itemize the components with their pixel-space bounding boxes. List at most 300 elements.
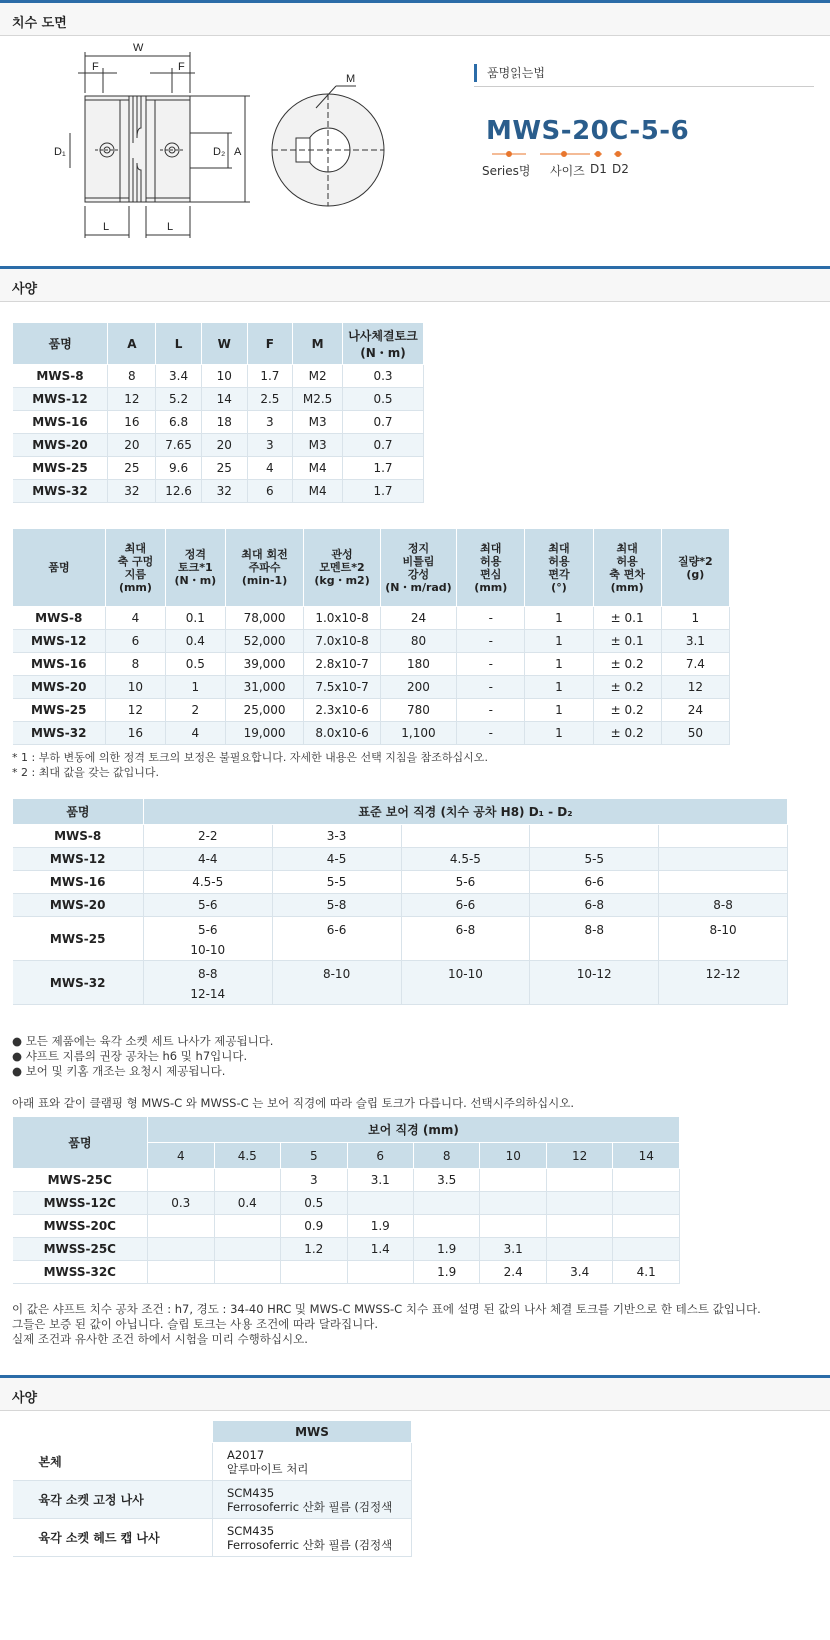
table-cell: M3 bbox=[293, 411, 343, 434]
part-name-cell: MWS-32 bbox=[13, 961, 144, 1005]
table-cell bbox=[148, 1238, 214, 1261]
table-cell: 32 bbox=[108, 480, 156, 503]
bore-value: 10-12 bbox=[576, 967, 612, 981]
col-header: 나사체결토크 (N・m) bbox=[343, 323, 424, 365]
part-name-cell: MWS-25 bbox=[13, 699, 106, 722]
col-header-mws: MWS bbox=[213, 1421, 412, 1443]
table-cell bbox=[480, 1192, 546, 1215]
table-row bbox=[13, 825, 788, 848]
table-cell: 2.8x10-7 bbox=[304, 653, 380, 676]
table-cell: 24 bbox=[661, 699, 729, 722]
table-cell: 19,000 bbox=[225, 722, 304, 745]
table-cell: 6.8 bbox=[156, 411, 202, 434]
table-cell: 2.4 bbox=[480, 1261, 546, 1284]
part-name-cell: MWS-8 bbox=[13, 607, 106, 630]
bore-value: 8-10 bbox=[709, 923, 737, 937]
bore-cell bbox=[659, 917, 788, 961]
section-header-material bbox=[0, 1375, 830, 1411]
part-code: MWS-20C-5-6 bbox=[486, 116, 690, 146]
table-cell: 0.4 bbox=[214, 1192, 280, 1215]
table-cell: 2 bbox=[165, 699, 225, 722]
table-row bbox=[13, 365, 424, 388]
bore-size-header: 6 bbox=[347, 1143, 413, 1169]
table-row bbox=[13, 653, 730, 676]
col-header: L bbox=[156, 323, 202, 365]
bore-cell bbox=[401, 961, 530, 1005]
table-cell: 1 bbox=[525, 607, 593, 630]
slip-torque-table bbox=[12, 1116, 680, 1284]
table-cell: 780 bbox=[380, 699, 456, 722]
table-cell: M2.5 bbox=[293, 388, 343, 411]
bullet-2: ● 샤프트 지름의 권장 공차는 h6 및 h7입니다. bbox=[12, 1049, 248, 1063]
part-name-cell: MWS-25 bbox=[13, 917, 144, 961]
table-cell: - bbox=[457, 607, 525, 630]
bore-value: 12-12 bbox=[705, 967, 741, 981]
table-row bbox=[13, 848, 788, 871]
table-cell: M4 bbox=[293, 480, 343, 503]
table-cell bbox=[480, 1169, 546, 1192]
table-cell: 0.3 bbox=[343, 365, 424, 388]
section-header-spec bbox=[0, 266, 830, 302]
dimension-drawing bbox=[0, 38, 440, 266]
table-cell: 200 bbox=[380, 676, 456, 699]
naming-title: 품명읽는법 bbox=[474, 64, 545, 82]
table-cell bbox=[347, 1192, 413, 1215]
bore-value: 4-5 bbox=[326, 852, 347, 866]
part-name-cell: MWS-25C bbox=[13, 1169, 148, 1192]
table-cell bbox=[148, 1215, 214, 1238]
label-L1: L bbox=[103, 221, 110, 233]
col-header: 최대 허용 편각 (°) bbox=[525, 529, 593, 607]
table-cell: 3.1 bbox=[661, 630, 729, 653]
bore-value: 8-8 bbox=[197, 967, 218, 981]
table-cell: 10 bbox=[201, 365, 247, 388]
naming-part-d1: D1 bbox=[590, 162, 607, 176]
table-row bbox=[13, 411, 424, 434]
table-row bbox=[13, 630, 730, 653]
table-cell bbox=[413, 1192, 479, 1215]
bore-cell bbox=[530, 871, 659, 894]
bore-value: 6-6 bbox=[326, 923, 347, 937]
table-cell: 0.4 bbox=[165, 630, 225, 653]
bore-size-header: 5 bbox=[281, 1143, 347, 1169]
part-name-cell: MWS-8 bbox=[13, 365, 108, 388]
bore-value: 12-14 bbox=[190, 987, 226, 1001]
table-cell: - bbox=[457, 722, 525, 745]
table-cell: 1.7 bbox=[247, 365, 293, 388]
table-cell: ± 0.2 bbox=[593, 699, 661, 722]
table-cell: - bbox=[457, 630, 525, 653]
col-header: F bbox=[247, 323, 293, 365]
col-header: 최대 축 구멍 지름 (mm) bbox=[105, 529, 165, 607]
table-cell: 3.4 bbox=[546, 1261, 612, 1284]
bore-cell bbox=[530, 917, 659, 961]
table-row bbox=[13, 1481, 412, 1519]
table-cell: 3.1 bbox=[347, 1169, 413, 1192]
table-cell: M3 bbox=[293, 434, 343, 457]
bore-size-header: 10 bbox=[480, 1143, 546, 1169]
col-header: 질량*2 (g) bbox=[661, 529, 729, 607]
table-cell: 3.1 bbox=[480, 1238, 546, 1261]
bore-cell bbox=[272, 825, 401, 848]
material-cell bbox=[213, 1481, 412, 1519]
bore-cell bbox=[530, 848, 659, 871]
bore-cell bbox=[659, 848, 788, 871]
col-header: 최대 회전 주파수 (min-1) bbox=[225, 529, 304, 607]
table-cell: 3.4 bbox=[156, 365, 202, 388]
part-name-cell: MWSS-25C bbox=[13, 1238, 148, 1261]
part-name-cell: MWS-20 bbox=[13, 894, 144, 917]
col-header: M bbox=[293, 323, 343, 365]
table-cell: 2.5 bbox=[247, 388, 293, 411]
bore-cell bbox=[272, 871, 401, 894]
part-name-cell: MWS-12 bbox=[13, 388, 108, 411]
table-cell bbox=[613, 1238, 680, 1261]
section-title: 사양 bbox=[12, 282, 38, 297]
table-cell: 180 bbox=[380, 653, 456, 676]
table-cell: 0.5 bbox=[165, 653, 225, 676]
part-name-cell: MWS-12 bbox=[13, 848, 144, 871]
table-cell: 1.0x10-8 bbox=[304, 607, 380, 630]
bore-cell bbox=[659, 871, 788, 894]
table-cell: 7.0x10-8 bbox=[304, 630, 380, 653]
table-cell: 0.7 bbox=[343, 434, 424, 457]
col-header: 품명 bbox=[13, 323, 108, 365]
table-cell: 12 bbox=[105, 699, 165, 722]
table-cell: 0.9 bbox=[281, 1215, 347, 1238]
component-cell: 본체 bbox=[13, 1443, 213, 1481]
bore-value: 5-6 bbox=[197, 923, 218, 937]
part-name-cell: MWS-32 bbox=[13, 480, 108, 503]
note-2: * 2 : 최대 값을 갖는 값입니다. bbox=[12, 766, 159, 779]
bore-cell bbox=[143, 871, 272, 894]
bore-size-header: 4.5 bbox=[214, 1143, 280, 1169]
table-cell: 3 bbox=[247, 434, 293, 457]
col-header-bore: 표준 보어 직경 (치수 공차 H8) D₁ - D₂ bbox=[143, 799, 787, 825]
table-cell: 1.7 bbox=[343, 480, 424, 503]
bore-size-header: 8 bbox=[413, 1143, 479, 1169]
table-cell bbox=[546, 1169, 612, 1192]
label-W: W bbox=[133, 42, 144, 54]
material-cell bbox=[213, 1519, 412, 1557]
label-F1: F bbox=[92, 61, 99, 73]
table-cell: 8 bbox=[105, 653, 165, 676]
bore-value: 8-8 bbox=[584, 923, 605, 937]
table-cell: 50 bbox=[661, 722, 729, 745]
bore-value: 10-10 bbox=[447, 967, 483, 981]
bore-cell bbox=[530, 894, 659, 917]
col-header-empty bbox=[13, 1421, 213, 1443]
part-name-cell: MWS-16 bbox=[13, 871, 144, 894]
table-cell bbox=[148, 1261, 214, 1284]
bore-cell bbox=[272, 917, 401, 961]
table-row bbox=[13, 699, 730, 722]
part-name-cell: MWS-16 bbox=[13, 411, 108, 434]
table-cell: M4 bbox=[293, 457, 343, 480]
section-title: 치수 도면 bbox=[12, 16, 67, 31]
table-cell: 1 bbox=[525, 676, 593, 699]
table-row bbox=[13, 871, 788, 894]
table-row bbox=[13, 434, 424, 457]
table-cell: - bbox=[457, 676, 525, 699]
col-header: A bbox=[108, 323, 156, 365]
table-cell: - bbox=[457, 699, 525, 722]
bore-cell bbox=[659, 894, 788, 917]
table-cell: 0.1 bbox=[165, 607, 225, 630]
table-cell: ± 0.2 bbox=[593, 676, 661, 699]
material-value: SCM435 bbox=[227, 1485, 275, 1500]
table-row bbox=[13, 1238, 680, 1261]
table-row bbox=[13, 388, 424, 411]
bore-cell bbox=[143, 894, 272, 917]
table-cell: 4.1 bbox=[613, 1261, 680, 1284]
material-treatment: Ferrosoferric 산화 필름 (검정색 bbox=[227, 1499, 393, 1514]
col-header: 관성 모멘트*2 (kg・m2) bbox=[304, 529, 380, 607]
table-row bbox=[13, 961, 788, 1005]
table-cell: ± 0.2 bbox=[593, 653, 661, 676]
table-cell: 12 bbox=[108, 388, 156, 411]
label-D1: D₁ bbox=[54, 146, 66, 158]
table-cell bbox=[413, 1215, 479, 1238]
table-cell: 3 bbox=[247, 411, 293, 434]
table-cell: 1.9 bbox=[413, 1238, 479, 1261]
table-cell: 1.7 bbox=[343, 457, 424, 480]
bore-value: 5-8 bbox=[326, 898, 347, 912]
table-cell bbox=[613, 1215, 680, 1238]
bore-value: 4.5-5 bbox=[192, 875, 224, 889]
bore-cell bbox=[143, 961, 272, 1005]
table-cell: 8 bbox=[108, 365, 156, 388]
bore-cell bbox=[143, 848, 272, 871]
label-M: M bbox=[346, 73, 356, 85]
table-cell: 6 bbox=[105, 630, 165, 653]
table-cell: 12 bbox=[661, 676, 729, 699]
table-cell: 1.4 bbox=[347, 1238, 413, 1261]
performance-notes bbox=[12, 750, 488, 780]
table-cell: 1 bbox=[525, 699, 593, 722]
table-row bbox=[13, 676, 730, 699]
bore-cell bbox=[401, 894, 530, 917]
table-cell: 9.6 bbox=[156, 457, 202, 480]
bore-cell bbox=[659, 825, 788, 848]
col-header: 정격 토크*1 (N・m) bbox=[165, 529, 225, 607]
bore-value: 2-2 bbox=[197, 829, 218, 843]
label-F2: F bbox=[178, 61, 185, 73]
table-cell: ± 0.1 bbox=[593, 630, 661, 653]
col-header-part: 품명 bbox=[13, 1117, 148, 1169]
table-cell bbox=[148, 1169, 214, 1192]
bore-cell bbox=[401, 871, 530, 894]
col-header: W bbox=[201, 323, 247, 365]
table-cell: 6 bbox=[247, 480, 293, 503]
table-cell: 16 bbox=[105, 722, 165, 745]
slip-note-3: 실제 조건과 유사한 조건 하에서 시험을 미리 수행하십시오. bbox=[12, 1332, 308, 1346]
label-A: A bbox=[234, 146, 242, 158]
table-cell bbox=[546, 1215, 612, 1238]
table-row bbox=[13, 1261, 680, 1284]
table-cell: 39,000 bbox=[225, 653, 304, 676]
table-cell bbox=[546, 1192, 612, 1215]
dimension-table bbox=[12, 322, 424, 503]
table-row bbox=[13, 607, 730, 630]
bore-cell bbox=[272, 894, 401, 917]
table-cell bbox=[347, 1261, 413, 1284]
table-cell: 25 bbox=[108, 457, 156, 480]
bore-value: 4-4 bbox=[197, 852, 218, 866]
material-table bbox=[12, 1420, 412, 1557]
table-cell: 7.4 bbox=[661, 653, 729, 676]
table-cell: 1.2 bbox=[281, 1238, 347, 1261]
part-name-cell: MWS-8 bbox=[13, 825, 144, 848]
naming-part-size: 사이즈 bbox=[550, 164, 585, 178]
table-cell: ± 0.2 bbox=[593, 722, 661, 745]
table-cell: ± 0.1 bbox=[593, 607, 661, 630]
table-row bbox=[13, 1443, 412, 1481]
table-cell: 24 bbox=[380, 607, 456, 630]
table-cell: 31,000 bbox=[225, 676, 304, 699]
bore-cell bbox=[659, 961, 788, 1005]
table-row bbox=[13, 722, 730, 745]
note-1: * 1 : 부하 변동에 의한 정격 토크의 보정은 불필요합니다. 자세한 내용은 선택 지침을 참조하십시오. bbox=[12, 751, 488, 764]
table-cell: 4 bbox=[105, 607, 165, 630]
table-cell: 1.9 bbox=[347, 1215, 413, 1238]
table-cell: 3.5 bbox=[413, 1169, 479, 1192]
table-cell: 5.2 bbox=[156, 388, 202, 411]
component-cell: 육각 소켓 고정 나사 bbox=[13, 1481, 213, 1519]
bore-size-header: 12 bbox=[546, 1143, 612, 1169]
part-name-cell: MWS-12 bbox=[13, 630, 106, 653]
bore-cell bbox=[401, 848, 530, 871]
bore-cell bbox=[530, 961, 659, 1005]
material-treatment: Ferrosoferric 산화 필름 (검정색 bbox=[227, 1537, 393, 1552]
bore-value: 5-6 bbox=[455, 875, 476, 889]
part-naming bbox=[474, 60, 814, 200]
component-cell: 육각 소켓 헤드 캡 나사 bbox=[13, 1519, 213, 1557]
table-cell: - bbox=[457, 653, 525, 676]
naming-divider bbox=[474, 86, 814, 87]
table-cell: 0.3 bbox=[148, 1192, 214, 1215]
slip-intro: 아래 표와 같이 클램핑 형 MWS-C 와 MWSS-C 는 보어 직경에 따라 슬립 토크가 다릅니다. 선택시주의하십시오. bbox=[12, 1096, 575, 1110]
table-row bbox=[13, 1169, 680, 1192]
table-cell: 0.5 bbox=[281, 1192, 347, 1215]
table-cell: 8.0x10-6 bbox=[304, 722, 380, 745]
table-cell: 32 bbox=[201, 480, 247, 503]
table-cell: 25,000 bbox=[225, 699, 304, 722]
table-cell: 14 bbox=[201, 388, 247, 411]
table-cell: 7.5x10-7 bbox=[304, 676, 380, 699]
bore-size-header: 4 bbox=[148, 1143, 214, 1169]
bore-value: 8-10 bbox=[322, 967, 351, 981]
performance-table bbox=[12, 528, 730, 745]
label-D2: D₂ bbox=[213, 146, 226, 158]
table-cell: 18 bbox=[201, 411, 247, 434]
bullet-3: ● 보어 및 키홈 개조는 요청시 제공됩니다. bbox=[12, 1064, 226, 1078]
col-header: 최대 허용 편심 (mm) bbox=[457, 529, 525, 607]
table-cell: 4 bbox=[165, 722, 225, 745]
table-cell: M2 bbox=[293, 365, 343, 388]
table-cell: 16 bbox=[108, 411, 156, 434]
table-cell bbox=[214, 1261, 280, 1284]
table-cell bbox=[613, 1192, 680, 1215]
bore-value: 10-10 bbox=[190, 943, 226, 957]
part-name-cell: MWSS-32C bbox=[13, 1261, 148, 1284]
col-header: 최대 허용 축 편차 (mm) bbox=[593, 529, 661, 607]
material-value: A2017 bbox=[227, 1447, 265, 1462]
part-name-cell: MWS-20 bbox=[13, 434, 108, 457]
table-cell: 25 bbox=[201, 457, 247, 480]
table-cell bbox=[214, 1238, 280, 1261]
naming-part-d2: D2 bbox=[612, 162, 629, 176]
part-name-cell: MWS-20 bbox=[13, 676, 106, 699]
part-name-cell: MWS-25 bbox=[13, 457, 108, 480]
table-cell: 4 bbox=[247, 457, 293, 480]
part-name-cell: MWSS-12C bbox=[13, 1192, 148, 1215]
part-name-cell: MWS-32 bbox=[13, 722, 106, 745]
table-cell: 20 bbox=[108, 434, 156, 457]
bore-value: 3-3 bbox=[326, 829, 347, 843]
table-cell: 1 bbox=[661, 607, 729, 630]
material-value: SCM435 bbox=[227, 1523, 275, 1538]
bore-bullets bbox=[12, 1034, 273, 1079]
slip-note-2: 그들은 보증 된 값이 아닙니다. 슬립 토크는 사용 조건에 따라 달라집니다. bbox=[12, 1317, 379, 1331]
table-cell: 7.65 bbox=[156, 434, 202, 457]
col-header: 품명 bbox=[13, 529, 106, 607]
table-cell: 78,000 bbox=[225, 607, 304, 630]
section-title: 사양 bbox=[12, 1391, 38, 1406]
bore-cell bbox=[272, 961, 401, 1005]
bore-cell bbox=[143, 825, 272, 848]
bore-value: 5-5 bbox=[584, 852, 605, 866]
part-name-cell: MWS-16 bbox=[13, 653, 106, 676]
table-cell: 12.6 bbox=[156, 480, 202, 503]
table-cell: 1 bbox=[525, 653, 593, 676]
bore-value: 6-8 bbox=[584, 898, 605, 912]
table-row bbox=[13, 1215, 680, 1238]
table-cell: 0.5 bbox=[343, 388, 424, 411]
table-cell: 1 bbox=[525, 630, 593, 653]
bullet-1: ● 모든 제품에는 육각 소켓 세트 나사가 제공됩니다. bbox=[12, 1034, 274, 1048]
table-row bbox=[13, 457, 424, 480]
bore-cell bbox=[272, 848, 401, 871]
bore-value: 5-5 bbox=[326, 875, 347, 889]
table-cell: 52,000 bbox=[225, 630, 304, 653]
bore-value: 4.5-5 bbox=[449, 852, 481, 866]
table-cell: 1,100 bbox=[380, 722, 456, 745]
bore-size-header: 14 bbox=[613, 1143, 680, 1169]
label-L2: L bbox=[167, 221, 174, 233]
table-cell bbox=[480, 1215, 546, 1238]
table-cell: 1 bbox=[165, 676, 225, 699]
bore-cell bbox=[143, 917, 272, 961]
table-cell: 1.9 bbox=[413, 1261, 479, 1284]
table-cell bbox=[546, 1238, 612, 1261]
table-row bbox=[13, 917, 788, 961]
col-header: 정지 비틀림 강성 (N・m/rad) bbox=[380, 529, 456, 607]
material-cell bbox=[213, 1443, 412, 1481]
bore-value: 6-8 bbox=[455, 923, 476, 937]
bore-value: 6-6 bbox=[455, 898, 476, 912]
slip-note-1: 이 값은 샤프트 치수 공차 조건 : h7, 경도 : 34-40 HRC 및 MWS-C MWSS-C 치수 표에 설명 된 값의 나사 체결 토크를 기반으로 한 테스트 값입니다. bbox=[12, 1302, 761, 1316]
slip-notes bbox=[12, 1302, 761, 1347]
table-row bbox=[13, 894, 788, 917]
bore-table bbox=[12, 798, 788, 1005]
table-row bbox=[13, 480, 424, 503]
section-header-dimension bbox=[0, 0, 830, 36]
table-cell: 1 bbox=[525, 722, 593, 745]
bore-value: 5-6 bbox=[197, 898, 218, 912]
table-cell bbox=[214, 1215, 280, 1238]
table-row bbox=[13, 1519, 412, 1557]
